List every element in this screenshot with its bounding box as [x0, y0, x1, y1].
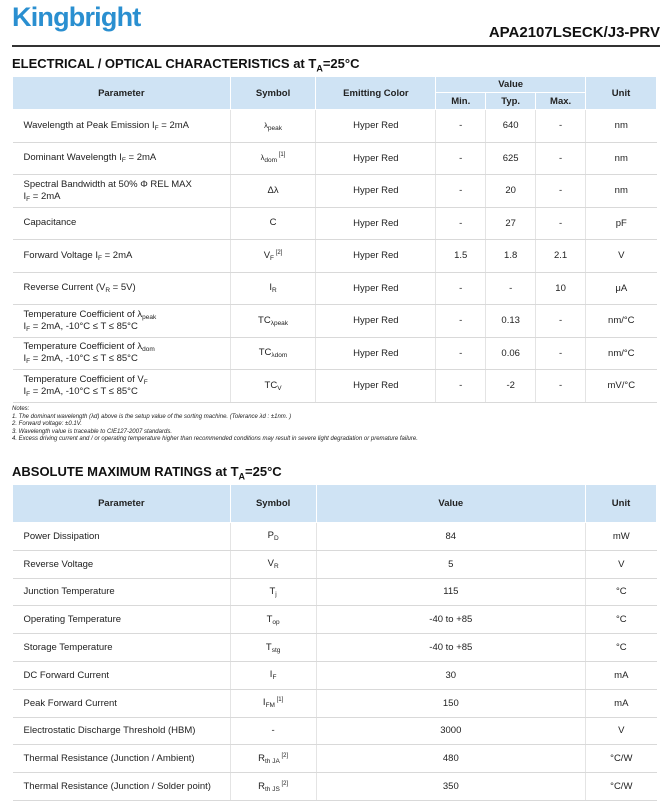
param-line-2 — [24, 191, 228, 203]
eo-cell-typ: 0.13 — [486, 305, 536, 338]
eo-cell-color: Hyper Red — [316, 305, 436, 338]
note-4: 4. Excess driving current and / or operating temperature higher than recommended conditions may result in severe light degradation or premature failure. — [12, 436, 418, 443]
eo-section-title: ELECTRICAL / OPTICAL CHARACTERISTICS at $T_A=25^\circ C$ — [12, 56, 360, 74]
table-row — [13, 661, 657, 689]
amr-cell-symbol — [230, 745, 316, 773]
symbol-note-ref: [2] — [274, 249, 283, 256]
param-text-end: = 5V) — [110, 282, 136, 294]
param-subscript: F — [143, 378, 148, 386]
param-text: Capacitance — [23, 217, 77, 229]
amr-cell-parameter: Storage Temperature — [13, 634, 231, 662]
eo-cell-parameter — [13, 110, 231, 143]
amr-cell-symbol — [230, 523, 316, 551]
amr-cell-unit: °C — [586, 606, 657, 634]
symbol-note-ref: [1] — [277, 152, 286, 159]
table-row — [13, 272, 657, 305]
param-line-1 — [24, 152, 228, 164]
eo-cell-parameter — [13, 337, 231, 370]
param-text: Temperature Coefficient of V — [23, 373, 144, 385]
table-row — [13, 337, 657, 370]
eo-cell-min: - — [436, 207, 486, 240]
eo-cell-unit: nm — [586, 110, 657, 143]
symbol-text: I — [269, 282, 273, 294]
table-row — [13, 717, 657, 745]
symbol-text: I — [262, 697, 266, 709]
param-text: I — [23, 190, 27, 202]
eo-cell-parameter — [13, 272, 231, 305]
eo-cell-color: Hyper Red — [316, 175, 436, 208]
symbol-subscript: R — [272, 287, 277, 295]
symbol-note-ref: [2] — [279, 752, 289, 759]
param-line-1 — [24, 341, 228, 353]
eo-cell-unit: pF — [586, 207, 657, 240]
table-row — [13, 142, 657, 175]
symbol-text: R — [258, 752, 265, 764]
amr-cell-parameter: Electrostatic Discharge Threshold (HBM) — [13, 717, 231, 745]
amr-cell-parameter: Operating Temperature — [13, 606, 231, 634]
symbol-subscript: peak — [267, 124, 282, 132]
header-rule — [12, 45, 660, 47]
param-line-2 — [24, 321, 228, 333]
symbol-subscript: j — [275, 590, 277, 598]
symbol-text: TC — [264, 379, 278, 391]
eo-cell-max: 2.1 — [536, 240, 586, 273]
symbol-subscript: dom — [264, 157, 278, 165]
param-line-1 — [24, 250, 228, 262]
param-line-2 — [24, 353, 228, 365]
eo-cell-color: Hyper Red — [316, 142, 436, 175]
table-row — [13, 207, 657, 240]
table-row — [13, 745, 657, 773]
eo-cell-unit: mV/°C — [586, 370, 657, 403]
amr-cell-unit: °C — [586, 634, 657, 662]
eo-header-unit: Unit — [586, 77, 657, 110]
brand-logo: Kingbright — [12, 2, 141, 32]
part-number: APA2107LSECK/J3-PRV — [488, 24, 660, 41]
amr-cell-value: 84 — [316, 523, 586, 551]
eo-cell-symbol — [230, 175, 316, 208]
eo-cell-max: - — [536, 142, 586, 175]
param-text-end: = 2mA — [158, 119, 189, 131]
amr-cell-unit: mW — [586, 523, 657, 551]
table-row — [13, 305, 657, 338]
symbol-text: λ — [264, 120, 268, 130]
param-line-1 — [24, 282, 228, 294]
symbol-text: - — [271, 724, 275, 736]
table-row — [13, 578, 657, 606]
param-subscript: R — [105, 287, 111, 295]
param-text: Forward Voltage I — [23, 249, 98, 261]
param-text: Spectral Bandwidth at 50% Φ REL MAX — [23, 178, 192, 190]
eo-cell-typ: 0.06 — [486, 337, 536, 370]
symbol-subscript: F — [272, 674, 277, 682]
eo-cell-max: - — [536, 207, 586, 240]
eo-header-color: Emitting Color — [316, 77, 436, 110]
symbol-text: Δλ — [267, 184, 279, 196]
table-row — [13, 689, 657, 717]
symbol-subscript: F — [270, 254, 275, 262]
param-text: I — [23, 320, 27, 332]
amr-cell-parameter: Junction Temperature — [13, 578, 231, 606]
amr-cell-parameter: Peak Forward Current — [13, 689, 231, 717]
param-subscript: peak — [142, 313, 157, 321]
param-line-1 — [24, 120, 228, 132]
symbol-text: I — [269, 669, 273, 681]
eo-cell-color: Hyper Red — [316, 337, 436, 370]
param-subscript: F — [26, 195, 31, 203]
eo-cell-color: Hyper Red — [316, 240, 436, 273]
symbol-text: C — [269, 217, 277, 229]
symbol-text: TC — [258, 347, 272, 359]
amr-cell-symbol — [230, 773, 316, 801]
eo-header-min: Min. — [436, 93, 486, 110]
eo-cell-typ: 20 — [486, 175, 536, 208]
symbol-text: T — [266, 613, 273, 625]
eo-cell-unit: nm — [586, 142, 657, 175]
eo-cell-symbol — [230, 142, 316, 175]
amr-cell-value: 150 — [316, 689, 586, 717]
eo-cell-typ: 625 — [486, 142, 536, 175]
symbol-subscript: stg — [271, 646, 281, 654]
amr-cell-symbol — [230, 550, 316, 578]
amr-header-parameter: Parameter — [13, 485, 231, 523]
note-2: 2. Forward voltage: ±0.1V. — [12, 421, 82, 428]
eo-cell-color: Hyper Red — [316, 207, 436, 240]
symbol-subscript: th JA — [264, 757, 280, 765]
eo-cell-max: - — [536, 305, 586, 338]
eo-cell-min: - — [436, 272, 486, 305]
amr-cell-value: 5 — [316, 550, 586, 578]
amr-section-title: ABSOLUTE MAXIMUM RATINGS at $T_A=25^\circ C$ — [12, 464, 282, 482]
amr-header-symbol: Symbol — [230, 485, 316, 523]
amr-cell-unit: mA — [586, 689, 657, 717]
amr-cell-parameter: Thermal Resistance (Junction / Ambient) — [13, 745, 231, 773]
note-3: 3. Wavelength value is traceable to CIE127-2007 standards. — [12, 428, 172, 435]
eo-cell-unit: nm — [586, 175, 657, 208]
param-text-end: = 2mA — [30, 190, 61, 202]
eo-cell-unit: nm/°C — [586, 305, 657, 338]
notes-title: Notes: — [12, 406, 30, 412]
eo-cell-parameter — [13, 240, 231, 273]
symbol-text: V — [263, 249, 271, 261]
eo-cell-min: - — [436, 175, 486, 208]
eo-cell-typ: 27 — [486, 207, 536, 240]
symbol-text: TC — [258, 314, 271, 326]
param-line-2 — [24, 386, 228, 398]
eo-cell-unit: V — [586, 240, 657, 273]
param-text-end: = 2mA, -10°C ≤ T ≤ 85°C — [30, 353, 138, 365]
eo-cell-typ: -2 — [486, 370, 536, 403]
amr-cell-parameter: Power Dissipation — [13, 523, 231, 551]
param-text: I — [23, 353, 27, 365]
symbol-subscript: V — [277, 384, 282, 392]
eo-cell-symbol — [230, 207, 316, 240]
amr-cell-value: 30 — [316, 661, 586, 689]
eo-cell-unit: nm/°C — [586, 337, 657, 370]
amr-cell-parameter: Thermal Resistance (Junction / Solder point) — [13, 773, 231, 801]
table-row — [13, 110, 657, 143]
symbol-subscript: λdom — [271, 352, 288, 360]
param-subscript: F — [26, 390, 31, 398]
amr-cell-value: 350 — [316, 773, 586, 801]
table-row — [13, 550, 657, 578]
eo-cell-parameter — [13, 370, 231, 403]
eo-header-symbol: Symbol — [230, 77, 316, 110]
param-text: Reverse Current (V — [23, 282, 106, 294]
eo-cell-color: Hyper Red — [316, 272, 436, 305]
symbol-subscript: D — [273, 535, 279, 543]
amr-cell-symbol — [230, 661, 316, 689]
eo-cell-symbol — [230, 240, 316, 273]
amr-cell-value: 480 — [316, 745, 586, 773]
eo-cell-max: - — [536, 175, 586, 208]
param-text: Dominant Wavelength I — [23, 152, 122, 164]
symbol-subscript: op — [272, 618, 280, 626]
amr-cell-unit: V — [586, 550, 657, 578]
amr-cell-symbol — [230, 578, 316, 606]
eo-cell-color: Hyper Red — [316, 110, 436, 143]
param-text: I — [23, 385, 27, 397]
eo-header-parameter: Parameter — [13, 77, 231, 110]
amr-table — [12, 484, 657, 801]
param-subscript: F — [26, 358, 31, 366]
param-subscript: F — [97, 254, 102, 262]
amr-header-value: Value — [316, 485, 586, 523]
param-text-end: = 2mA — [125, 152, 157, 164]
param-line-1 — [24, 374, 228, 386]
table-row — [13, 606, 657, 634]
param-text-end: = 2mA, -10°C ≤ T ≤ 85°C — [30, 385, 138, 397]
eo-cell-min: - — [436, 370, 486, 403]
symbol-text: P — [267, 530, 274, 542]
symbol-subscript: th JS — [264, 785, 280, 793]
param-line-1 — [24, 217, 228, 229]
param-text: Temperature Coefficient of λ — [23, 341, 143, 353]
table-row — [13, 370, 657, 403]
param-subscript: F — [26, 325, 31, 333]
eo-cell-symbol — [230, 305, 316, 338]
eo-cell-min: - — [436, 305, 486, 338]
param-subscript: F — [154, 124, 159, 132]
eo-cell-parameter — [13, 175, 231, 208]
amr-cell-unit: mA — [586, 661, 657, 689]
symbol-note-ref: [2] — [279, 780, 289, 787]
amr-cell-unit: °C — [586, 578, 657, 606]
amr-cell-symbol — [230, 689, 316, 717]
param-line-1 — [24, 309, 228, 321]
eo-table — [12, 76, 657, 403]
param-text: Temperature Coefficient of λ — [23, 308, 143, 320]
eo-cell-min: 1.5 — [436, 240, 486, 273]
eo-cell-typ: - — [486, 272, 536, 305]
symbol-subscript: R — [273, 563, 279, 571]
symbol-text: λ — [260, 153, 265, 163]
param-text: Wavelength at Peak Emission I — [23, 119, 155, 131]
eo-cell-parameter — [13, 305, 231, 338]
eo-cell-symbol — [230, 337, 316, 370]
amr-cell-unit: °C/W — [586, 745, 657, 773]
notes-block — [12, 406, 418, 444]
symbol-text: T — [269, 585, 276, 597]
amr-cell-value: 3000 — [316, 717, 586, 745]
table-row — [13, 240, 657, 273]
eo-cell-typ: 1.8 — [486, 240, 536, 273]
eo-header-value: Value — [436, 77, 586, 93]
amr-cell-value: -40 to +85 — [316, 634, 586, 662]
eo-cell-max: - — [536, 370, 586, 403]
param-text-end: = 2mA, -10°C ≤ T ≤ 85°C — [30, 320, 138, 332]
symbol-note-ref: [1] — [274, 697, 284, 704]
amr-cell-symbol — [230, 606, 316, 634]
eo-cell-max: - — [536, 110, 586, 143]
amr-header-unit: Unit — [586, 485, 657, 523]
amr-cell-value: 115 — [316, 578, 586, 606]
symbol-subscript: λpeak — [270, 319, 289, 327]
eo-cell-parameter — [13, 207, 231, 240]
table-row — [13, 523, 657, 551]
eo-cell-unit: μA — [586, 272, 657, 305]
eo-cell-symbol — [230, 370, 316, 403]
amr-cell-symbol — [230, 634, 316, 662]
eo-cell-max: 10 — [536, 272, 586, 305]
amr-cell-symbol — [230, 717, 316, 745]
symbol-subscript: FM — [265, 702, 275, 710]
table-row — [13, 175, 657, 208]
eo-cell-min: - — [436, 142, 486, 175]
symbol-text: R — [258, 780, 265, 792]
amr-cell-unit: V — [586, 717, 657, 745]
amr-cell-value: -40 to +85 — [316, 606, 586, 634]
eo-cell-max: - — [536, 337, 586, 370]
table-row — [13, 773, 657, 801]
eo-cell-min: - — [436, 110, 486, 143]
eo-cell-min: - — [436, 337, 486, 370]
table-row — [13, 634, 657, 662]
amr-cell-parameter: Reverse Voltage — [13, 550, 231, 578]
symbol-text: T — [265, 641, 272, 653]
eo-cell-symbol — [230, 110, 316, 143]
note-1: 1. The dominant wavelength (λd) above is the setup value of the sorting machine. (Tolerance λd : ±1nm. ) — [12, 413, 292, 420]
eo-cell-typ: 640 — [486, 110, 536, 143]
amr-cell-parameter: DC Forward Current — [13, 661, 231, 689]
eo-header-typ: Typ. — [486, 93, 536, 110]
param-text-end: = 2mA — [101, 249, 133, 261]
eo-header-max: Max. — [536, 93, 586, 110]
param-subscript: F — [121, 157, 126, 165]
eo-cell-parameter — [13, 142, 231, 175]
param-subscript: dom — [142, 346, 155, 354]
symbol-text: V — [267, 558, 274, 570]
eo-cell-symbol — [230, 272, 316, 305]
eo-cell-color: Hyper Red — [316, 370, 436, 403]
amr-cell-unit: °C/W — [586, 773, 657, 801]
param-line-1 — [24, 179, 228, 191]
